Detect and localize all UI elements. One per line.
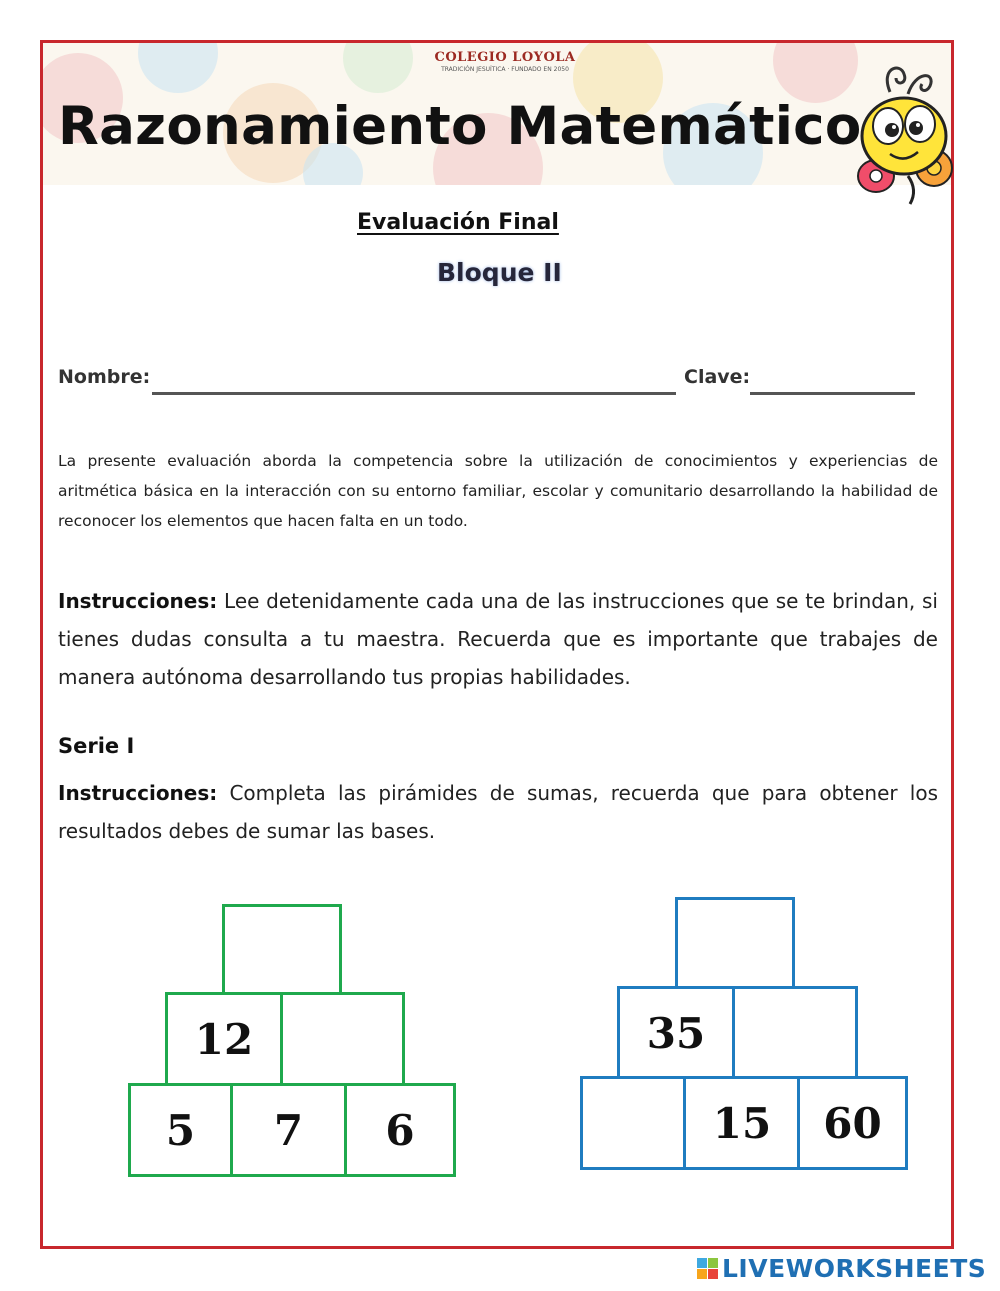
serie-instructions-text: Completa las pirámides de sumas, recuerda que para obtener los resultados debes de sumar las bases. (58, 781, 938, 843)
general-instructions (58, 582, 938, 696)
school-logo (420, 50, 590, 73)
evaluation-title: Evaluación Final (357, 210, 559, 235)
butterfly-mascot-icon (838, 64, 958, 212)
liveworksheets-grid-icon (697, 1258, 718, 1279)
blue-pyramid-top-box[interactable] (675, 897, 795, 989)
logo-subtext: TRADICIÓN JESUÍTICA · FUNDADO EN 2050 (441, 66, 569, 73)
blue-pyramid-bottom-box: 15 (683, 1076, 801, 1170)
serie-instructions (58, 774, 938, 850)
liveworksheets-logo (697, 1254, 986, 1283)
key-field[interactable] (750, 392, 915, 395)
liveworksheets-brand: LIVEWORKSHEETS (722, 1254, 987, 1283)
block-title: Bloque II (437, 258, 562, 287)
page-title: Razonamiento Matemático (58, 96, 862, 157)
green-pyramid-bottom-box: 5 (128, 1083, 233, 1177)
serie-title: Serie I (58, 734, 135, 758)
instructions-label: Instrucciones: (58, 589, 218, 613)
blue-pyramid-bottom-box[interactable] (580, 1076, 686, 1170)
blue-pyramid-middle-left-box: 35 (617, 986, 735, 1080)
serie-instructions-label: Instrucciones: (58, 781, 218, 805)
green-pyramid-bottom-box: 6 (344, 1083, 456, 1177)
blue-pyramid-middle-right-box[interactable] (732, 986, 858, 1080)
name-label: Nombre: (58, 366, 151, 388)
blue-pyramid-bottom-box: 60 (797, 1076, 908, 1170)
green-pyramid-middle-right-box[interactable] (280, 992, 405, 1086)
name-field[interactable] (152, 392, 676, 395)
instructions-text: Lee detenidamente cada una de las instrucciones que se te brindan, si tienes dudas consulta a tu maestra. Recuerda que es importante que trabajes de manera autónoma desarrollando tus propias habilidades. (58, 589, 938, 689)
intro-paragraph: La presente evaluación aborda la competencia sobre la utilización de conocimientos y experiencias de aritmética básica en la interacción con su entorno familiar, escolar y comunitario desarrollando la habilidad de reconocer los elementos que hacen falta en un todo. (58, 452, 938, 530)
logo-text: COLEGIO LOYOLA (434, 50, 576, 65)
green-pyramid-bottom-box: 7 (230, 1083, 347, 1177)
green-pyramid-top-box[interactable] (222, 904, 342, 998)
green-pyramid-middle-left-box[interactable]: 12 (165, 992, 283, 1086)
key-label: Clave: (684, 366, 751, 388)
